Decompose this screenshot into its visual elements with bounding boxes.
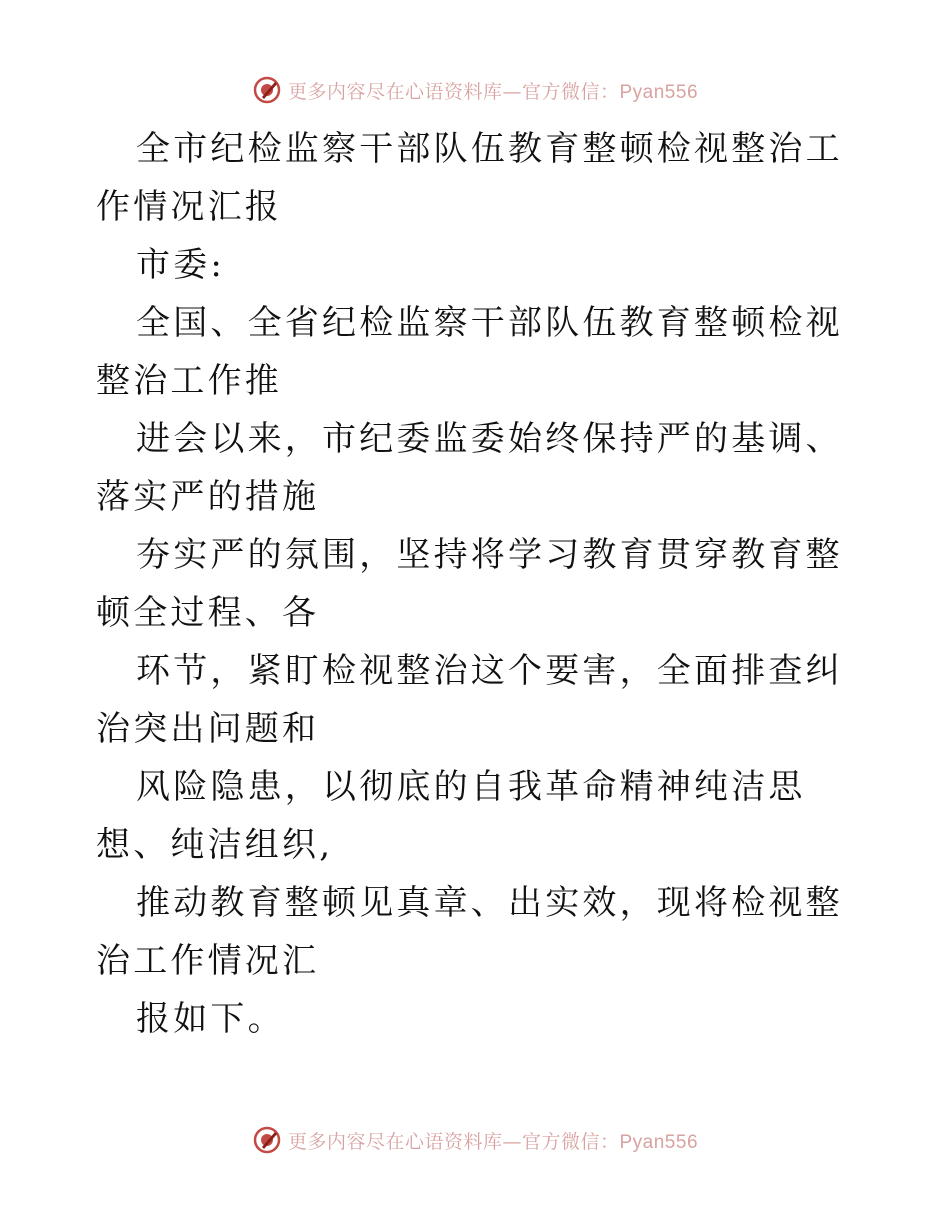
paragraph: 全国、全省纪检监察干部队伍教育整顿检视整治工作推: [96, 303, 843, 401]
header-watermark: [0, 70, 950, 110]
paragraph: 进会以来，市纪委监委始终保持严的基调、落实严的措施: [96, 419, 843, 517]
paragraph: 推动教育整顿见真章、出实效，现将检视整治工作情况汇: [96, 883, 843, 981]
paragraph-title: 全市纪检监察干部队伍教育整顿检视整治工作情况汇报: [96, 129, 843, 227]
watermark-text: 更多内容尽在心语资料库—官方微信：: [287, 1130, 620, 1153]
pen-seal-icon: [252, 75, 282, 105]
watermark-text: 更多内容尽在心语资料库—官方微信：: [287, 80, 620, 103]
paragraph-salutation: 市委:: [136, 245, 226, 285]
document-body: [96, 120, 856, 1048]
paragraph: 风险隐患，以彻底的自我革命精神纯洁思想、纯洁组织,: [96, 767, 806, 865]
pen-seal-icon: [252, 1125, 282, 1155]
footer-watermark: [0, 1120, 950, 1160]
watermark-wechat-id: Pyan556: [619, 81, 699, 103]
paragraph: 环节，紧盯检视整治这个要害，全面排查纠治突出问题和: [96, 651, 843, 749]
paragraph: 报如下。: [136, 999, 285, 1039]
watermark-wechat-id: Pyan556: [619, 1131, 699, 1153]
paragraph: 夯实严的氛围，坚持将学习教育贯穿教育整顿全过程、各: [96, 535, 843, 633]
